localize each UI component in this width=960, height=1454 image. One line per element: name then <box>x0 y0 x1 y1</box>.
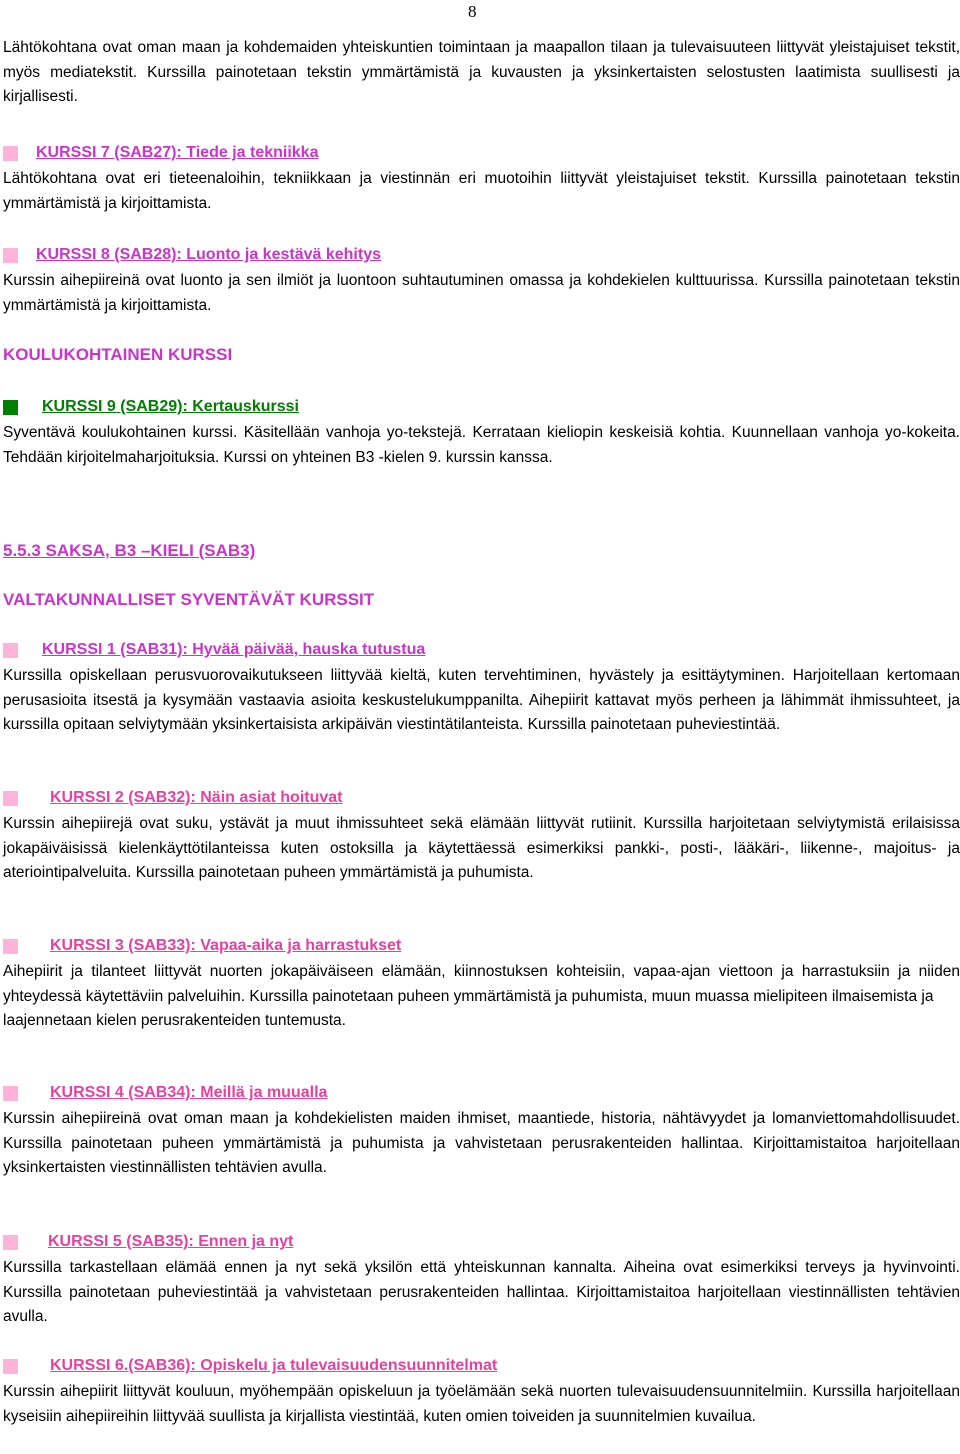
course-title: KURSSI 2 (SAB32): Näin asiat hoituvat <box>50 789 343 806</box>
course-heading-sab31 <box>3 641 425 659</box>
course-heading-sab29 <box>3 398 299 416</box>
course-title: KURSSI 1 (SAB31): Hyvää päivää, hauska tutustua <box>42 641 426 658</box>
course-text-block <box>3 1107 960 1181</box>
section-heading-valtakunnalliset: VALTAKUNNALLISET SYVENTÄVÄT KURSSIT <box>3 590 375 609</box>
bullet-square-icon <box>3 939 18 954</box>
course-heading-sab32 <box>3 789 343 807</box>
course-description-continued: laajennetaan kielen perusrakenteiden tuntemusta. <box>3 1012 346 1029</box>
course-heading-sab35 <box>3 1233 293 1251</box>
course-description: Aihepiirit ja tilanteet liittyvät nuorten jokapäiväiseen elämään, kiinnostuksen kohteisiin, vapaa-ajan viettoon ja harrastuksiin ja niiden yhteydessä käytettäviin palveluihin. Kurssilla painotetaan puheen ymmärtämistä ja puhumista, muun muassa mielipiteen ilmaisemista ja <box>3 963 960 1005</box>
course-title: KURSSI 8 (SAB28): Luonto ja kestävä kehitys <box>36 246 381 263</box>
page-number: 8 <box>468 2 477 21</box>
course-description: Kurssilla opiskellaan perusvuorovaikutukseen liittyvää kieltä, kuten tervehtiminen, hyvästely ja esittäytyminen. Harjoitellaan kertomaan perusasioita itsestä ja kysymään vastaavia asioita keskustelukumppanilta. Aihepiirit kattavat myös perheen ja lähimmät ihmissuhteet, ja kurssilla opitaan selviytymään yksinkertaisista arkipäivän viestintätilanteista. Kurssilla painotetaan puheviestintää. <box>3 667 960 733</box>
intro-paragraph: Lähtökohtana ovat oman maan ja kohdemaiden yhteiskuntien toimintaan ja maapallon tilaan ja tulevaisuuteen liittyvät yleistajuiset tekstit, myös mediatekstit. Kurssilla painotetaan tekstin ymmärtämistä ja kuvausten ja yksinkertaisten selostusten laatimista suullisesti ja kirjallisesti. <box>3 39 960 105</box>
course-heading-sab36 <box>3 1357 497 1375</box>
bullet-square-icon <box>3 400 18 415</box>
course-description: Kurssin aihepiirejä ovat suku, ystävät ja muut ihmissuhteet sekä elämään liittyvät rutiinit. Kurssilla harjoitetaan selviytymistä erilaisissa jokapäiväisissä kielenkäyttötilanteissa kuten ostoksilla ja käytettäessä esimerkiksi pankki-, posti-, lääkäri-, liikenne-, majoitus- ja ateriointipalveluita. Kurssilla painotetaan puheen ymmärtämistä ja puhumista. <box>3 815 960 881</box>
course-heading-sab27 <box>3 144 318 162</box>
course-text-block <box>3 1380 960 1429</box>
section-heading-koulukohtainen: KOULUKOHTAINEN KURSSI <box>3 345 233 364</box>
course-text-block <box>3 421 960 470</box>
bullet-square-icon <box>3 1359 18 1374</box>
course-text-block <box>3 960 960 1034</box>
course-heading-sab34 <box>3 1084 327 1102</box>
course-description: Kurssin aihepiireinä ovat oman maan ja kohdekielisten maiden ihmiset, maantiede, historia, nähtävyydet ja lomanviettomahdollisuudet. Kurssilla painotetaan puheen ymmärtämistä ja puhumista ja vahvistetaan perusrakenteiden hallintaa. Kirjoittamistaitoa harjoitellaan yksinkertaisten viestinnällisten tehtävien avulla. <box>3 1110 960 1176</box>
intro-block <box>3 36 960 110</box>
course-text-block <box>3 812 960 886</box>
course-text-block <box>3 269 960 318</box>
course-description: Syventävä koulukohtainen kurssi. Käsitellään vanhoja yo-tekstejä. Kerrataan kieliopin keskeisiä kohtia. Kuunnellaan vanhoja yo-kokeita. Tehdään kirjoitelmaharjoituksia. Kurssi on yhteinen B3 -kielen 9. kurssin kanssa. <box>3 424 960 466</box>
bullet-square-icon <box>3 146 18 161</box>
course-title: KURSSI 5 (SAB35): Ennen ja nyt <box>48 1233 294 1250</box>
course-text-block <box>3 664 960 738</box>
course-heading-sab28 <box>3 246 381 264</box>
bullet-square-icon <box>3 791 18 806</box>
course-title: KURSSI 4 (SAB34): Meillä ja muualla <box>50 1084 328 1101</box>
course-title: KURSSI 3 (SAB33): Vapaa-aika ja harrastukset <box>50 937 402 954</box>
section-heading-553: 5.5.3 SAKSA, B3 –KIELI (SAB3) <box>3 541 256 560</box>
course-description: Lähtökohtana ovat eri tieteenaloihin, tekniikkaan ja viestinnän eri muotoihin liittyvät yleistajuiset tekstit. Kurssilla painotetaan tekstin ymmärtämistä ja kirjoittamista. <box>3 170 960 212</box>
course-text-block <box>3 1256 960 1330</box>
course-title: KURSSI 9 (SAB29): Kertauskurssi <box>42 398 299 415</box>
course-description: Kurssin aihepiireinä ovat luonto ja sen ilmiöt ja luontoon suhtautuminen omassa ja kohdekielen kulttuurissa. Kurssilla painotetaan tekstin ymmärtämistä ja kirjoittamista. <box>3 272 960 314</box>
bullet-square-icon <box>3 1086 18 1101</box>
bullet-square-icon <box>3 1235 18 1250</box>
course-text-block <box>3 167 960 216</box>
course-description: Kurssilla tarkastellaan elämää ennen ja nyt sekä yksilön että yhteiskunnan kannalta. Aiheina ovat esimerkiksi terveys ja hyvinvointi. Kurssilla painotetaan puheviestintää ja vahvistetaan perusrakenteiden hallintaa. Kirjoittamistaitoa harjoitellaan viestinnällisten tehtävien avulla. <box>3 1259 960 1325</box>
bullet-square-icon <box>3 248 18 263</box>
course-title: KURSSI 7 (SAB27): Tiede ja tekniikka <box>36 144 319 161</box>
bullet-square-icon <box>3 643 18 658</box>
course-description: Kurssin aihepiirit liittyvät kouluun, myöhempään opiskeluun ja työelämään sekä nuorten tulevaisuudensuunnitelmiin. Kurssilla harjoitellaan kyseisiin aihepiireihin liittyvää suullista ja kirjallista viestintää, kuten omien toiveiden ja suunnitelmien kuvailua. <box>3 1383 960 1425</box>
course-heading-sab33 <box>3 937 401 955</box>
course-title: KURSSI 6.(SAB36): Opiskelu ja tulevaisuudensuunnitelmat <box>50 1357 498 1374</box>
